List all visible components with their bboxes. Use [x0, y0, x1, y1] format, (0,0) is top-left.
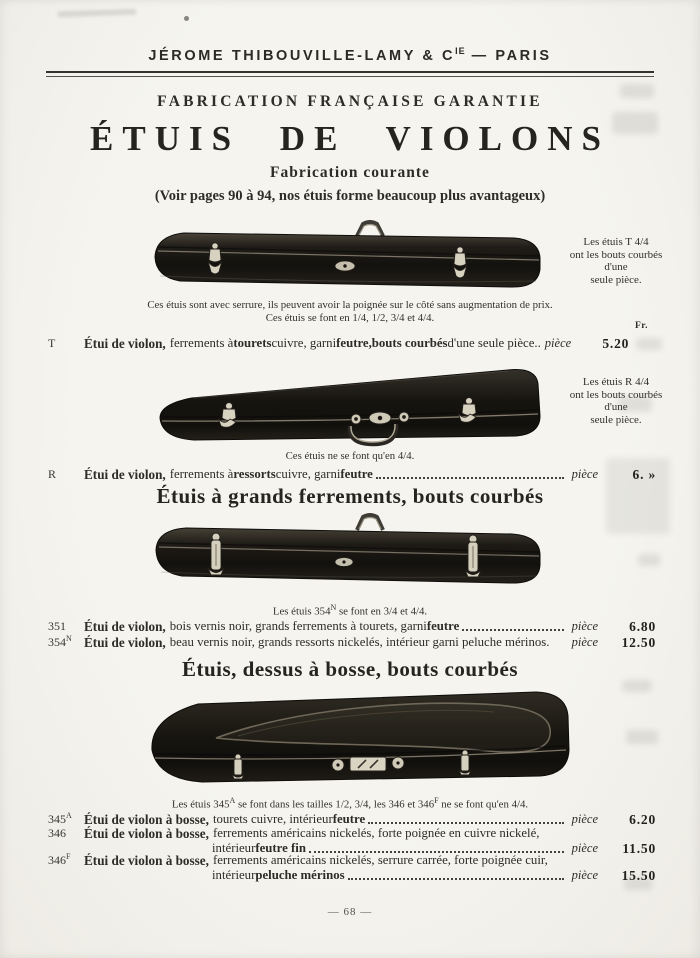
- caption-case-R: Ces étuis ne se font qu'en 4/4.: [285, 450, 415, 462]
- company-header: [0, 46, 700, 64]
- dot-leader: [376, 477, 564, 479]
- header-rule-thin: [46, 76, 654, 77]
- company-name: JÉROME THIBOUVILLE-LAMY & C: [148, 48, 456, 64]
- see-pages-note: (Voir pages 90 à 94, nos étuis forme beaucoup plus avantageux): [154, 188, 546, 204]
- unit-label: pièce: [571, 619, 598, 633]
- page-title: ÉTUIS DE VIOLONS: [90, 119, 610, 158]
- item-ref: 351: [48, 619, 66, 633]
- scan-artifact: [58, 9, 136, 18]
- scan-artifact: [184, 16, 189, 21]
- section-heading-grands-ferrements: Étuis à grands ferrements, bouts courbés: [156, 484, 544, 508]
- currency-label: Fr.: [634, 321, 648, 331]
- case-illustration-T: [148, 220, 548, 300]
- side-note-R: Les étuis R 4/4 ont les bouts courbés d'une seule pièce.: [569, 376, 663, 426]
- item-ref: R: [48, 467, 57, 481]
- item-name: Étui de violon à bosse,: [84, 853, 209, 868]
- item-ref: $345^A$: [48, 811, 72, 826]
- item-name: Étui de violon à bosse,: [84, 826, 209, 841]
- catalog-row-346F: $346^F$ Étui de violon à bosse, ferrements américains nickelés, serrure carrée, forte poignée cuir, intérieur peluche mérinos pièce 15.50: [48, 849, 656, 883]
- item-ref: 346: [48, 826, 66, 840]
- catalog-row-345A: $345^A$ Étui de violon à bosse, tourets cuivre, intérieur feutre pièce 6.20: [48, 808, 656, 827]
- price: 5.20: [602, 336, 630, 351]
- cie-superscript: IE: [455, 46, 466, 56]
- subtitle: Fabrication courante: [270, 164, 430, 181]
- item-ref: $346^F$: [48, 852, 71, 867]
- caption-case-354: Les étuis $354^N$ se font en 3/4 et 4/4.: [272, 603, 428, 618]
- unit-label: pièce: [571, 635, 598, 649]
- item-name: Étui de violon,: [84, 467, 166, 482]
- catalog-row-354N: $354^N$ Étui de violon, beau vernis noir, grands ressorts nickelés, intérieur garni peluche mérinos. pièce 12.50: [48, 631, 656, 650]
- price: 15.50: [621, 868, 656, 883]
- item-ref: T: [48, 336, 56, 350]
- item-name: Étui de violon,: [84, 619, 166, 634]
- unit-label: pièce: [571, 812, 598, 826]
- company-city: — PARIS: [471, 48, 552, 64]
- unit-label: pièce: [571, 868, 598, 882]
- item-name: Étui de violon,: [84, 635, 166, 650]
- section-heading-bosse: Étuis, dessus à bosse, bouts courbés: [182, 657, 518, 681]
- catalog-row-T: T Étui de violon, ferrements à tourets cuivre, garni feutre, bouts courbés d'une seule pièce.. pièce 5.20: [48, 332, 656, 351]
- header-rule-thick: [46, 71, 654, 73]
- page-number: — 68 —: [327, 906, 373, 918]
- side-note-T: Les étuis T 4/4 ont les bouts courbés d'une seule pièce.: [569, 236, 663, 286]
- case-illustration-bosse: [138, 686, 578, 791]
- item-name: Étui de violon à bosse,: [84, 812, 209, 827]
- caption-case-345: Les étuis $345^A$ se font dans les tailles 1/2, 3/4, les 346 et $346^F$ ne se font qu'en 4/4.: [171, 796, 529, 811]
- price: 11.50: [622, 841, 656, 856]
- bleed-through-artifact: [626, 730, 658, 744]
- guarantee-line: FABRICATION FRANÇAISE GARANTIE: [157, 93, 543, 110]
- item-ref: $354^N$: [48, 634, 72, 649]
- unit-label: pièce: [571, 467, 598, 481]
- bleed-through-artifact: [638, 554, 660, 566]
- catalog-row-351: 351 Étui de violon, bois vernis noir, grands ferrements à tourets, garni feutre pièce 6.80: [48, 615, 656, 634]
- price: 12.50: [621, 635, 656, 650]
- dot-leader: [348, 878, 564, 880]
- catalog-row-R: R Étui de violon, ferrements à ressorts cuivre, garni feutre pièce 6. »: [48, 463, 656, 482]
- item-name: Étui de violon,: [84, 336, 166, 351]
- case-lock-icon: [335, 558, 353, 567]
- price: 6.80: [629, 619, 656, 634]
- unit-label: pièce: [544, 336, 572, 350]
- unit-label: pièce: [571, 841, 598, 855]
- price: 6. »: [632, 467, 656, 482]
- case-lock-icon: [335, 261, 355, 271]
- price: 6.20: [629, 812, 656, 827]
- case-illustration-grands-ferrements: [148, 510, 548, 600]
- caption-case-T: Ces étuis sont avec serrure, ils peuvent avoir la poignée sur le côté sans augmentation de prix. Ces étuis se font en 1/4, 1/2, 3/4 et 4/4.: [147, 299, 553, 324]
- case-illustration-R: [150, 360, 546, 455]
- catalog-row-346: 346 Étui de violon à bosse, ferrements américains nickelés, forte poignée en cuivre nickelé, intérieur feutre fin pièce 11.50: [48, 822, 656, 856]
